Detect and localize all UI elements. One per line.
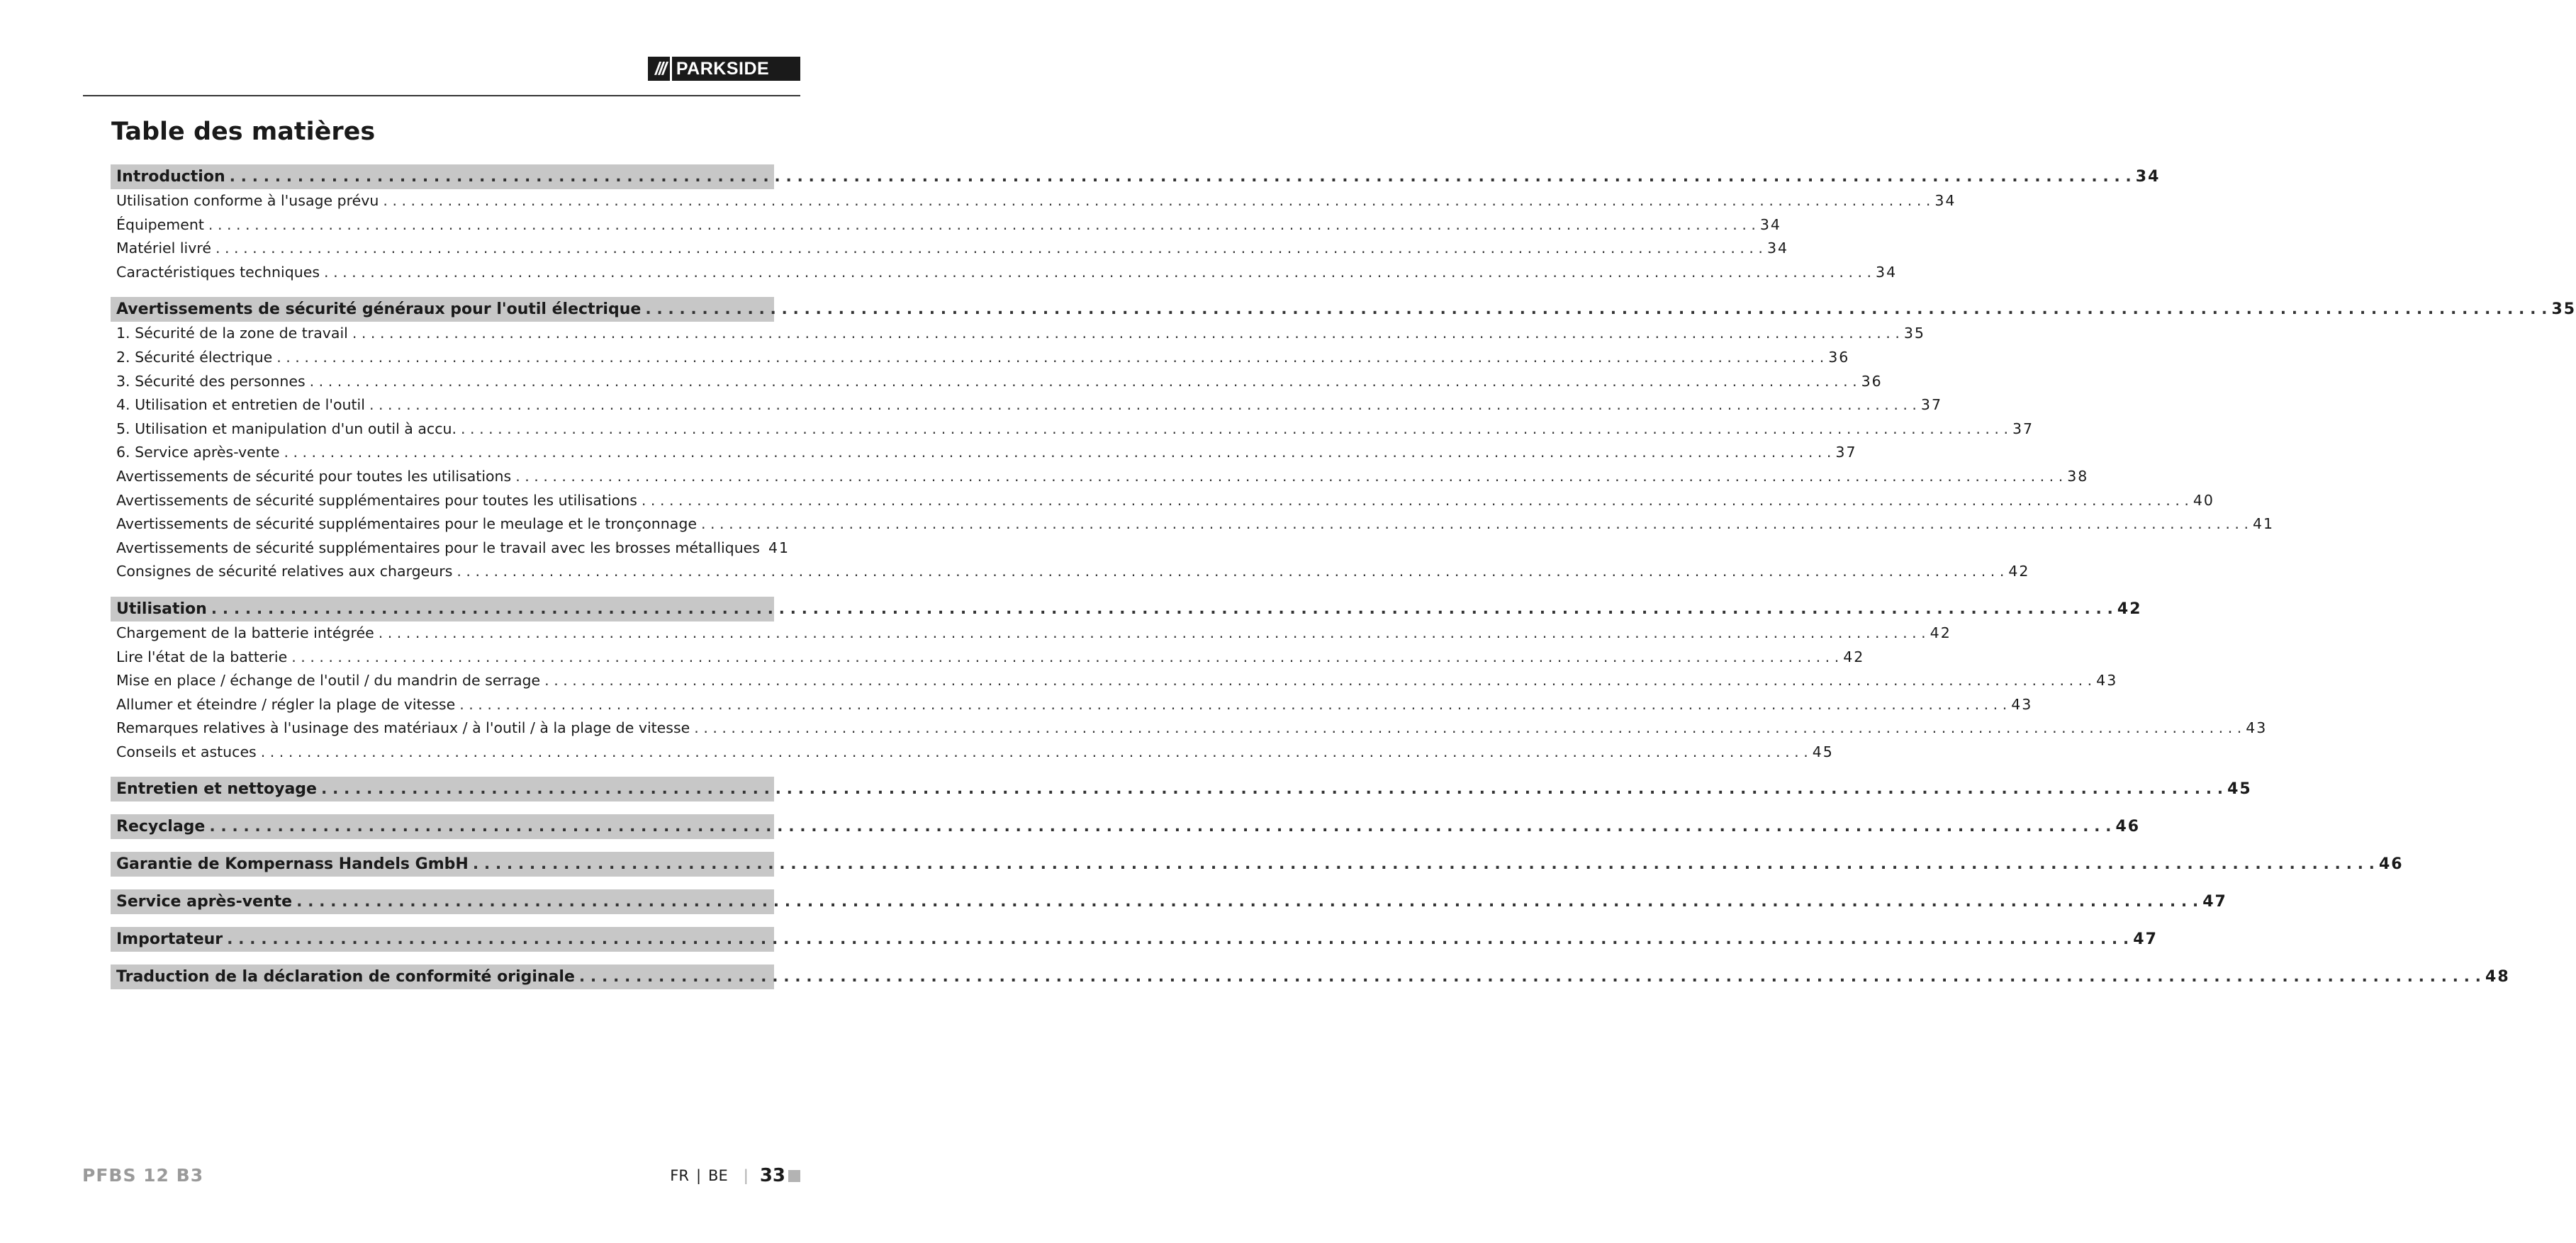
toc-entry-label: Équipement [116,215,204,233]
toc-entry[interactable] [111,465,2089,489]
toc-entry-label: Chargement de la batterie intégrée [116,624,374,641]
toc-entry-page: 42 [1930,624,1951,641]
section-gap [111,802,774,814]
toc-entry-page: 45 [2227,780,2252,799]
toc-entry[interactable] [111,489,2214,513]
toc-entry-label: Matériel livré [116,240,211,257]
toc-section-heading[interactable] [111,777,2252,802]
toc-entry-page: 37 [2012,420,2034,437]
dot-leader [457,560,2004,584]
toc-entry-label: Utilisation conforme à l'usage prévu [116,192,379,209]
toc-entry-label: 4. Utilisation et entretien de l'outil [116,396,365,414]
dot-leader [215,237,1763,261]
dot-leader [276,346,1824,370]
parkside-logo [648,57,800,81]
dot-leader [579,964,2481,989]
dot-leader [473,852,2375,877]
toc-entry-label: Service après-vente [116,893,293,911]
toc-entry-label: Entretien et nettoyage [116,780,317,799]
toc-entry-page: 47 [2133,930,2158,949]
toc-entry[interactable] [111,669,2118,693]
dot-leader [515,465,2063,489]
section-gap [111,952,774,964]
toc-entry[interactable] [111,512,2275,536]
toc-entry-page: 46 [2115,818,2141,836]
dot-leader [321,777,2223,802]
dot-leader [642,489,2189,513]
dot-leader [544,669,2092,693]
toc-entry-page: 34 [1766,240,1789,257]
toc-entry-label: Importateur [116,930,223,949]
dot-leader [352,322,1900,346]
dot-leader [209,814,2111,839]
toc-entry-label: 2. Sécurité électrique [116,348,273,366]
toc-entry-label: Conseils et astuces [116,743,257,760]
toc-entry-label: Garantie de Kompernass Handels GmbH [116,855,469,874]
toc-section-heading[interactable] [111,164,2161,189]
toc-entry-page: 48 [2485,968,2510,986]
toc-entry-label: Consignes de sécurité relatives aux chargeurs [116,563,453,580]
dot-leader [701,512,2249,536]
model-number: PFBS 12 B3 [82,1165,204,1186]
toc-entry[interactable] [111,646,1865,670]
section-gap [111,584,774,597]
dot-leader [369,393,1917,417]
dot-leader [459,693,2007,717]
toc-entry-label: Remarques relatives à l'usinage des matériaux / à l'outil / à la plage de vitesse [116,719,690,737]
toc-entry[interactable] [111,189,1956,213]
toc-entry-page: 37 [1835,444,1857,461]
toc-entry-page: 34 [2135,168,2161,186]
toc-entry-label: Avertissements de sécurité pour toutes les utilisations [116,467,512,485]
toc-entry[interactable] [111,237,1789,261]
toc-section-heading[interactable] [111,297,2576,322]
toc-entry-page: 43 [2011,695,2033,713]
toc-entry-page: 46 [2378,855,2404,874]
dot-leader [227,927,2129,952]
toc-entry-page: 43 [2096,672,2118,690]
page-separator: | [743,1167,749,1184]
toc-entry-page: 47 [2202,893,2227,911]
toc-entry-page: 38 [2067,467,2089,485]
toc-entry-page: 37 [1920,396,1943,414]
dot-leader [261,741,1808,765]
toc-entry-page: 43 [2246,719,2268,737]
toc-entry-label: Utilisation [116,600,207,618]
dot-leader [694,716,2241,741]
logo-wordmark: PARKSIDE [670,57,769,81]
dot-leader [379,622,1926,646]
toc-entry[interactable] [111,417,2034,441]
language-fr: FR [670,1167,689,1184]
toc-entry[interactable] [111,741,1834,765]
toc-entry-label: 5. Utilisation et manipulation d'un outil à accu. [116,420,457,437]
toc-entry-label: Recyclage [116,818,206,836]
dot-leader [645,297,2547,322]
dot-leader [211,597,2113,622]
toc-entry-label: 6. Service après-vente [116,444,280,461]
toc-entry-page: 41 [768,539,790,556]
toc-entry-label: Mise en place / échange de l'outil / du mandrin de serrage [116,672,541,690]
toc-entry-label: Avertissements de sécurité généraux pour l'outil électrique [116,300,642,319]
page-title: Table des matières [111,118,376,146]
toc-section-heading[interactable] [111,889,2227,914]
language-be: BE [708,1167,728,1184]
dot-leader [383,189,1930,213]
table-of-contents [111,164,2576,989]
toc-entry-page: 35 [1903,325,1925,342]
dot-leader [461,417,2008,441]
page-marker-square [788,1170,800,1182]
toc-entry-label: Introduction [116,168,225,186]
language-separator: | [695,1167,702,1184]
toc-entry-page: 36 [1828,348,1850,366]
toc-entry[interactable] [111,441,1857,465]
toc-entry-label: Allumer et éteindre / régler la plage de vitesse [116,695,456,713]
section-gap [111,877,774,889]
toc-entry-label: Avertissements de sécurité supplémentaires pour toutes les utilisations [116,491,637,509]
dot-leader [230,164,2132,189]
dot-leader [291,646,1839,670]
toc-entry-label: 3. Sécurité des personnes [116,372,306,390]
toc-entry-label: Avertissements de sécurité supplémentaires pour le travail avec les brosses métalliques [116,539,760,556]
toc-entry-page: 42 [1843,648,1865,665]
toc-section-heading[interactable] [111,927,2158,952]
toc-entry-label: Avertissements de sécurité supplémentaires pour le meulage et le tronçonnage [116,515,697,533]
toc-entry-page: 41 [2252,515,2275,533]
toc-entry[interactable] [111,213,1781,237]
section-gap [111,764,774,777]
section-gap [111,284,774,297]
toc-entry[interactable] [111,393,1943,417]
toc-section-heading[interactable] [111,964,2510,989]
toc-section-heading[interactable] [111,814,2141,839]
dot-leader [324,261,1871,285]
section-gap [111,839,774,852]
toc-entry-page: 34 [1934,192,1956,209]
toc-entry-page: 42 [2117,600,2142,618]
toc-entry-label: Traduction de la déclaration de conformité originale [116,968,575,986]
dot-leader [284,441,1831,465]
toc-entry-label: Lire l'état de la batterie [116,648,288,665]
dot-leader [296,889,2198,914]
toc-entry-page: 42 [2008,563,2030,580]
toc-entry[interactable] [111,370,1883,394]
logo-slashes: /// [655,58,666,79]
toc-entry-page: 34 [1759,215,1781,233]
page-footer [670,1165,800,1186]
toc-entry-label: 1. Sécurité de la zone de travail [116,325,348,342]
toc-entry[interactable] [111,322,1925,346]
toc-section-heading[interactable] [111,597,2142,622]
page-number: 33 [759,1165,785,1186]
toc-entry-page: 36 [1861,372,1883,390]
toc-section-heading[interactable] [111,852,2404,877]
dot-leader [208,213,1756,237]
toc-entry[interactable] [111,560,2030,584]
header-rule [83,95,800,96]
toc-entry[interactable] [111,716,2268,741]
toc-entry-page: 45 [1812,743,1834,760]
toc-entry[interactable] [111,622,1951,646]
toc-entry-page: 40 [2193,491,2214,509]
toc-entry[interactable] [111,261,1898,285]
toc-entry-page: 35 [2551,300,2576,319]
toc-entry-page: 34 [1876,263,1898,281]
toc-entry[interactable] [111,536,790,561]
section-gap [111,914,774,927]
dot-leader [310,370,1857,394]
toc-entry[interactable] [111,346,1850,370]
toc-entry-label: Caractéristiques techniques [116,263,320,281]
toc-entry[interactable] [111,693,2033,717]
